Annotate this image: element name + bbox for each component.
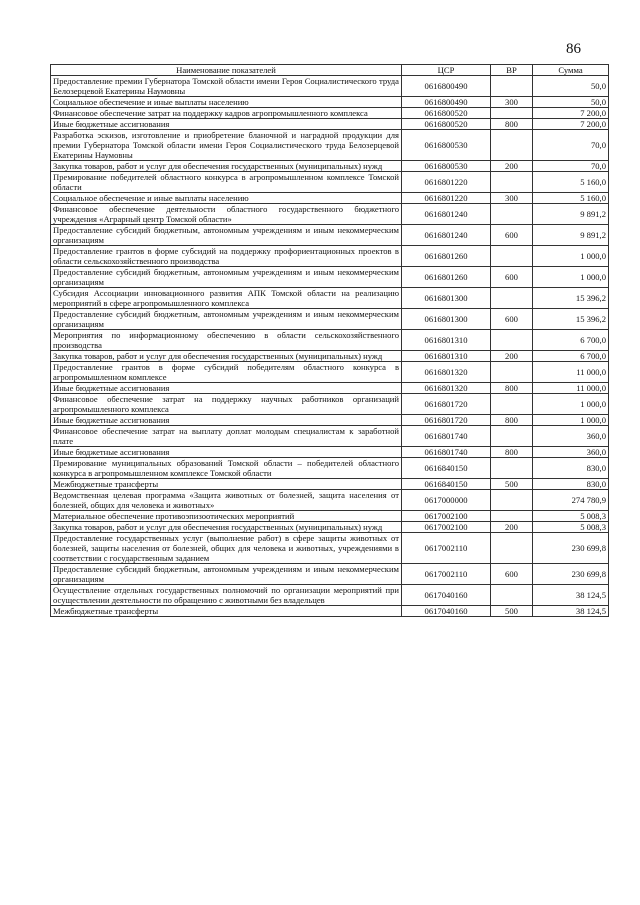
table-row — [51, 447, 609, 458]
table-row — [51, 606, 609, 617]
row-sum-cell: 38 124,5 — [533, 585, 609, 606]
row-name-cell: Иные бюджетные ассигнования — [51, 383, 402, 394]
row-vr-cell: 600 — [491, 267, 533, 288]
row-sum-cell: 9 891,2 — [533, 204, 609, 225]
row-vr-cell: 800 — [491, 415, 533, 426]
row-code-cell: 0616801220 — [402, 172, 491, 193]
row-vr-cell: 200 — [491, 161, 533, 172]
row-sum-cell: 1 000,0 — [533, 246, 609, 267]
table-row — [51, 479, 609, 490]
row-sum-cell: 5 160,0 — [533, 193, 609, 204]
table-row — [51, 225, 609, 246]
row-name-cell: Ведомственная целевая программа «Защита животных от болезней, защита населения от болезней, общих для человека и животных» — [51, 490, 402, 511]
row-name-cell: Закупка товаров, работ и услуг для обеспечения государственных (муниципальных) нужд — [51, 522, 402, 533]
row-vr-cell — [491, 458, 533, 479]
row-sum-cell: 50,0 — [533, 76, 609, 97]
row-vr-cell: 500 — [491, 606, 533, 617]
row-sum-cell: 230 699,8 — [533, 564, 609, 585]
row-sum-cell: 5 008,3 — [533, 511, 609, 522]
row-name-cell: Разработка эскизов, изготовление и приобретение бланочной и наградной продукции для премии Губернатора Томской области имени Героя Социалистического труда Белозерцевой Екатерины Наумовны — [51, 130, 402, 161]
row-sum-cell: 5 008,3 — [533, 522, 609, 533]
table-row — [51, 330, 609, 351]
row-sum-cell: 7 200,0 — [533, 108, 609, 119]
row-code-cell: 0616800490 — [402, 97, 491, 108]
row-vr-cell: 800 — [491, 383, 533, 394]
table-row — [51, 108, 609, 119]
row-code-cell: 0616800530 — [402, 130, 491, 161]
table-row — [51, 161, 609, 172]
row-sum-cell: 7 200,0 — [533, 119, 609, 130]
row-sum-cell: 9 891,2 — [533, 225, 609, 246]
table-row — [51, 522, 609, 533]
row-sum-cell: 274 780,9 — [533, 490, 609, 511]
row-vr-cell — [491, 108, 533, 119]
row-name-cell: Закупка товаров, работ и услуг для обеспечения государственных (муниципальных) нужд — [51, 351, 402, 362]
table-row — [51, 351, 609, 362]
row-code-cell: 0616800520 — [402, 108, 491, 119]
row-name-cell: Межбюджетные трансферты — [51, 479, 402, 490]
row-name-cell: Закупка товаров, работ и услуг для обеспечения государственных (муниципальных) нужд — [51, 161, 402, 172]
table-row — [51, 533, 609, 564]
row-sum-cell: 830,0 — [533, 479, 609, 490]
row-name-cell: Предоставление субсидий бюджетным, автономным учреждениям и иным некоммерческим организациям — [51, 267, 402, 288]
row-name-cell: Премирование победителей областного конкурса в агропромышленном комплексе Томской области — [51, 172, 402, 193]
row-code-cell: 0616801320 — [402, 383, 491, 394]
row-sum-cell: 15 396,2 — [533, 288, 609, 309]
table-row — [51, 267, 609, 288]
row-sum-cell: 6 700,0 — [533, 351, 609, 362]
table-row — [51, 415, 609, 426]
row-vr-cell: 600 — [491, 564, 533, 585]
row-sum-cell: 230 699,8 — [533, 533, 609, 564]
row-vr-cell: 300 — [491, 193, 533, 204]
row-code-cell: 0617002110 — [402, 564, 491, 585]
row-code-cell: 0617040160 — [402, 585, 491, 606]
row-vr-cell — [491, 533, 533, 564]
table-row — [51, 76, 609, 97]
row-name-cell: Иные бюджетные ассигнования — [51, 119, 402, 130]
row-sum-cell: 360,0 — [533, 426, 609, 447]
row-name-cell: Финансовое обеспечение затрат на выплату доплат молодым специалистам к заработной плате — [51, 426, 402, 447]
table-row — [51, 426, 609, 447]
row-sum-cell: 11 000,0 — [533, 362, 609, 383]
row-name-cell: Премирование муниципальных образований Томской области – победителей областного конкурса в агропромышленном комплексе Томской области — [51, 458, 402, 479]
row-code-cell: 0617040160 — [402, 606, 491, 617]
table-row — [51, 246, 609, 267]
row-sum-cell: 6 700,0 — [533, 330, 609, 351]
row-name-cell: Иные бюджетные ассигнования — [51, 447, 402, 458]
table-row — [51, 511, 609, 522]
table-row — [51, 172, 609, 193]
row-vr-cell — [491, 394, 533, 415]
row-name-cell: Мероприятия по информационному обеспечению в области сельскохозяйственного производства — [51, 330, 402, 351]
row-vr-cell — [491, 246, 533, 267]
table-row — [51, 458, 609, 479]
row-code-cell: 0616801320 — [402, 362, 491, 383]
row-sum-cell: 15 396,2 — [533, 309, 609, 330]
row-code-cell: 0616801220 — [402, 193, 491, 204]
row-name-cell: Предоставление субсидий бюджетным, автономным учреждениям и иным некоммерческим организациям — [51, 564, 402, 585]
row-vr-cell — [491, 204, 533, 225]
header-code: ЦСР — [402, 65, 491, 76]
row-sum-cell: 1 000,0 — [533, 267, 609, 288]
table-header-row — [51, 65, 609, 76]
row-code-cell: 0616801310 — [402, 351, 491, 362]
row-code-cell: 0617000000 — [402, 490, 491, 511]
table-row — [51, 394, 609, 415]
row-sum-cell: 50,0 — [533, 97, 609, 108]
table-row — [51, 362, 609, 383]
row-vr-cell — [491, 511, 533, 522]
row-code-cell: 0616801300 — [402, 288, 491, 309]
row-vr-cell — [491, 362, 533, 383]
row-vr-cell: 300 — [491, 97, 533, 108]
row-name-cell: Осуществление отдельных государственных полномочий по организации мероприятий при осуществлении деятельности по обращению с животными без владельцев — [51, 585, 402, 606]
table-row — [51, 585, 609, 606]
row-vr-cell — [491, 288, 533, 309]
table-body — [51, 76, 609, 617]
row-vr-cell — [491, 330, 533, 351]
row-sum-cell: 1 000,0 — [533, 394, 609, 415]
header-name: Наименование показателей — [51, 65, 402, 76]
row-name-cell: Предоставление грантов в форме субсидий победителям областного конкурса в агропромышленном комплексе — [51, 362, 402, 383]
header-sum: Сумма — [533, 65, 609, 76]
row-name-cell: Финансовое обеспечение затрат на поддержку кадров агропромышленного комплекса — [51, 108, 402, 119]
row-name-cell: Предоставление субсидий бюджетным, автономным учреждениям и иным некоммерческим организациям — [51, 225, 402, 246]
row-sum-cell: 38 124,5 — [533, 606, 609, 617]
header-vr: ВР — [491, 65, 533, 76]
row-code-cell: 0616801740 — [402, 426, 491, 447]
table-row — [51, 119, 609, 130]
row-code-cell: 0616801740 — [402, 447, 491, 458]
table-row — [51, 193, 609, 204]
row-vr-cell — [491, 172, 533, 193]
row-vr-cell: 600 — [491, 309, 533, 330]
row-code-cell: 0616801310 — [402, 330, 491, 351]
row-code-cell: 0616801720 — [402, 394, 491, 415]
row-code-cell: 0616801240 — [402, 204, 491, 225]
row-name-cell: Социальное обеспечение и иные выплаты населению — [51, 97, 402, 108]
budget-table — [50, 64, 609, 617]
table-row — [51, 97, 609, 108]
row-code-cell: 0617002100 — [402, 511, 491, 522]
row-code-cell: 0616800520 — [402, 119, 491, 130]
row-sum-cell: 1 000,0 — [533, 415, 609, 426]
row-name-cell: Финансовое обеспечение затрат на поддержку научных работников организаций агропромышленного комплекса — [51, 394, 402, 415]
row-sum-cell: 830,0 — [533, 458, 609, 479]
row-vr-cell — [491, 130, 533, 161]
row-sum-cell: 5 160,0 — [533, 172, 609, 193]
row-vr-cell — [491, 585, 533, 606]
row-code-cell: 0616801240 — [402, 225, 491, 246]
page-number: 86 — [566, 41, 581, 57]
row-name-cell: Межбюджетные трансферты — [51, 606, 402, 617]
row-code-cell: 0616801260 — [402, 246, 491, 267]
row-sum-cell: 70,0 — [533, 130, 609, 161]
table-row — [51, 564, 609, 585]
row-name-cell: Предоставление государственных услуг (выполнение работ) в сфере защиты животных от болезней, защиты населения от болезней, общих для человека и животных, учреждениями в соответствии с государственным заданием — [51, 533, 402, 564]
row-vr-cell — [491, 490, 533, 511]
row-vr-cell: 200 — [491, 522, 533, 533]
row-code-cell: 0616801260 — [402, 267, 491, 288]
row-code-cell: 0616840150 — [402, 479, 491, 490]
table-row — [51, 288, 609, 309]
row-vr-cell: 800 — [491, 447, 533, 458]
row-name-cell: Иные бюджетные ассигнования — [51, 415, 402, 426]
row-sum-cell: 360,0 — [533, 447, 609, 458]
row-name-cell: Предоставление премии Губернатора Томской области имени Героя Социалистического труда Белозерцевой Екатерины Наумовны — [51, 76, 402, 97]
row-vr-cell: 800 — [491, 119, 533, 130]
row-code-cell: 0616800490 — [402, 76, 491, 97]
row-code-cell: 0616800530 — [402, 161, 491, 172]
row-name-cell: Материальное обеспечение противоэпизоотических мероприятий — [51, 511, 402, 522]
row-sum-cell: 11 000,0 — [533, 383, 609, 394]
table-row — [51, 383, 609, 394]
row-name-cell: Социальное обеспечение и иные выплаты населению — [51, 193, 402, 204]
row-vr-cell — [491, 76, 533, 97]
row-code-cell: 0616801720 — [402, 415, 491, 426]
row-name-cell: Предоставление субсидий бюджетным, автономным учреждениям и иным некоммерческим организациям — [51, 309, 402, 330]
table-row — [51, 130, 609, 161]
table-row — [51, 490, 609, 511]
row-name-cell: Предоставление грантов в форме субсидий на поддержку профориентационных проектов в области сельскохозяйственного производства — [51, 246, 402, 267]
table-row — [51, 309, 609, 330]
row-vr-cell: 200 — [491, 351, 533, 362]
row-vr-cell — [491, 426, 533, 447]
row-code-cell: 0617002110 — [402, 533, 491, 564]
row-code-cell: 0616801300 — [402, 309, 491, 330]
table-row — [51, 204, 609, 225]
row-code-cell: 0616840150 — [402, 458, 491, 479]
row-name-cell: Субсидия Ассоциации инновационного развития АПК Томской области на реализацию мероприятий в сфере агропромышленного комплекса — [51, 288, 402, 309]
row-sum-cell: 70,0 — [533, 161, 609, 172]
row-vr-cell: 600 — [491, 225, 533, 246]
row-name-cell: Финансовое обеспечение деятельности областного государственного бюджетного учреждения «Аграрный центр Томской области» — [51, 204, 402, 225]
row-code-cell: 0617002100 — [402, 522, 491, 533]
row-vr-cell: 500 — [491, 479, 533, 490]
